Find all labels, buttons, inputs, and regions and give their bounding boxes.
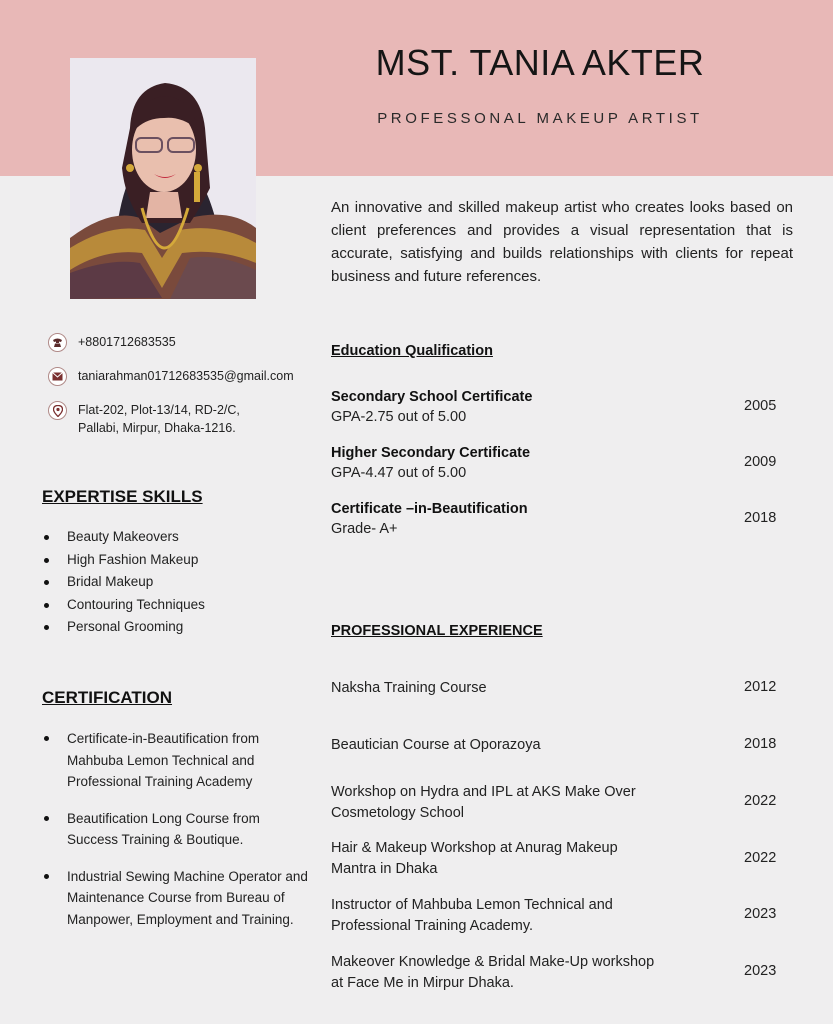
phone-icon — [48, 333, 67, 352]
contact-email — [48, 367, 294, 386]
experience-entry: Hair & Makeup Workshop at Anurag Makeup Mantra in Dhaka — [331, 840, 618, 877]
profile-summary: An innovative and skilled makeup artist who creates looks based on client preferences and provides a visual representation that is accurate, satisfying and builds relationships with clients for repeat business and future references. — [331, 199, 793, 285]
certification-heading: CERTIFICATION — [42, 688, 173, 707]
contact-phone — [48, 333, 176, 352]
education-entry — [331, 443, 781, 483]
experience-entry: Naksha Training Course — [331, 680, 487, 696]
email-address[interactable]: taniarahman01712683535@gmail.com — [78, 369, 294, 383]
address-line-1: Flat-202, Plot-13/14, RD-2/C, — [78, 403, 240, 417]
experience-entry: Beautician Course at Oporazoya — [331, 737, 541, 753]
degree-name: Higher Secondary Certificate — [331, 445, 531, 461]
degree-grade: GPA-4.47 out of 5.00 — [331, 465, 467, 481]
list-item: Industrial Sewing Machine Operator and Maintenance Course from Bureau of Manpower, Employment and Training. — [42, 866, 312, 931]
experience-year: 2023 — [744, 963, 777, 979]
degree-grade: GPA-2.75 out of 5.00 — [331, 409, 467, 425]
experience-entry: Makeover Knowledge & Bridal Make-Up workshop at Face Me in Mirpur Dhaka. — [331, 954, 655, 991]
envelope-icon — [48, 367, 67, 386]
experience-year: 2023 — [744, 906, 777, 922]
phone-number[interactable]: +8801712683535 — [78, 335, 176, 349]
experience-year: 2012 — [744, 679, 777, 695]
list-item: Beautification Long Course from Success Training & Boutique. — [42, 808, 312, 851]
list-item: Personal Grooming — [42, 616, 322, 639]
profile-photo — [70, 58, 256, 299]
experience-year: 2022 — [744, 793, 777, 809]
job-title: PROFESSONAL MAKEUP ARTIST — [377, 110, 703, 127]
experience-entry: Workshop on Hydra and IPL at AKS Make Over Cosmetology School — [331, 784, 636, 821]
address-line-2: Pallabi, Mirpur, Dhaka-1216. — [78, 421, 236, 435]
list-item: Beauty Makeovers — [42, 526, 322, 549]
contact-address — [48, 401, 240, 437]
experience-heading: PROFESSIONAL EXPERIENCE — [331, 623, 543, 639]
list-item: High Fashion Makeup — [42, 549, 322, 572]
education-year: 2005 — [744, 398, 777, 414]
degree-name: Certificate –in-Beautification — [331, 501, 528, 517]
education-year: 2009 — [744, 454, 777, 470]
experience-entry: Instructor of Mahbuba Lemon Technical and Professional Training Academy. — [331, 897, 613, 934]
skills-list — [42, 526, 322, 639]
list-item: Contouring Techniques — [42, 594, 322, 617]
certification-list — [42, 728, 312, 945]
degree-name: Secondary School Certificate — [331, 389, 533, 405]
candidate-name: MST. TANIA AKTER — [375, 42, 705, 83]
list-item: Bridal Makeup — [42, 571, 322, 594]
list-item: Certificate-in-Beautification from Mahbuba Lemon Technical and Professional Training Academy — [42, 728, 312, 793]
location-pin-icon — [48, 401, 67, 420]
experience-year: 2022 — [744, 850, 777, 866]
degree-grade: Grade- A+ — [331, 521, 398, 537]
education-year: 2018 — [744, 510, 777, 526]
experience-year: 2018 — [744, 736, 777, 752]
education-entry — [331, 387, 781, 427]
education-entry — [331, 499, 781, 539]
education-heading: Education Qualification — [331, 343, 493, 359]
skills-heading: EXPERTISE SKILLS — [42, 487, 203, 506]
